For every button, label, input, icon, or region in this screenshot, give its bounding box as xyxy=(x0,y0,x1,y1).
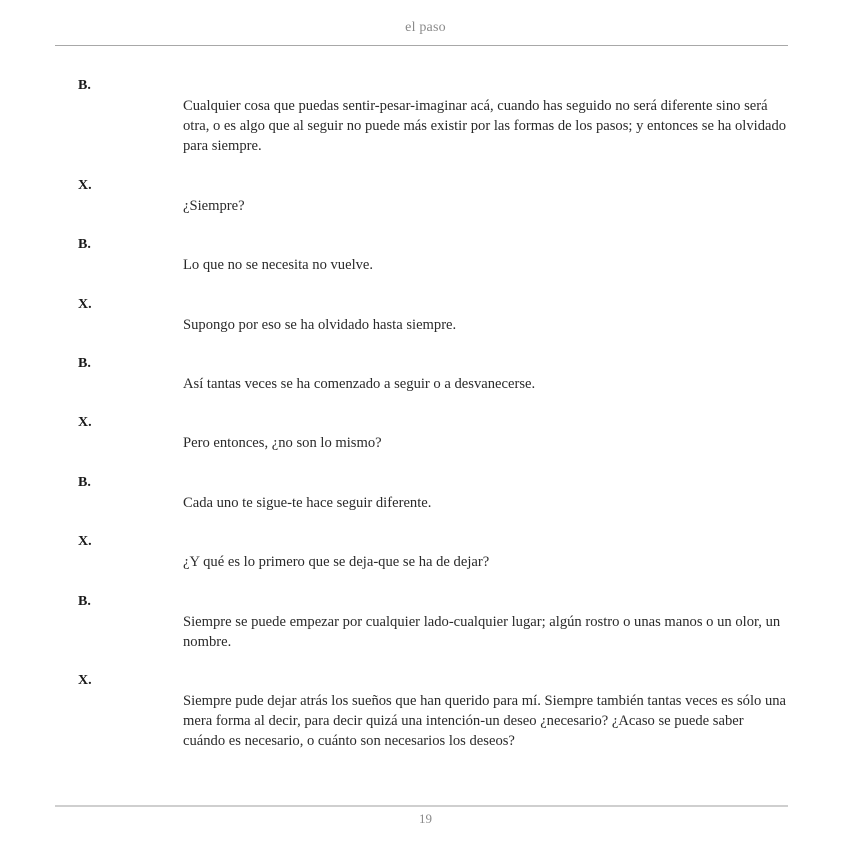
speech-text: Así tantas veces se ha comenzado a seguir o a desvanecerse. xyxy=(183,376,536,392)
speech-text: Pero entonces, ¿no son lo mismo? xyxy=(183,435,382,451)
speaker-label: B. xyxy=(78,594,91,609)
speaker-label: B. xyxy=(78,237,91,252)
speaker-label: X. xyxy=(78,178,92,193)
header-rule xyxy=(55,45,788,46)
speech-text: Siempre pude dejar atrás los sueños que han querido para mí. Siempre también tantas veces es sólo una mera forma al decir, para decir quizá una intención-un deseo ¿necesario? ¿Acaso se puede saber cuándo es necesario, o cuánto son necesarios los deseos? xyxy=(183,693,787,749)
speech-text: ¿Y qué es lo primero que se deja-que se ha de dejar? xyxy=(183,554,490,570)
speaker-label: B. xyxy=(78,356,91,371)
speech-text: Siempre se puede empezar por cualquier lado-cualquier lugar; algún rostro o unas manos o un olor, un nombre. xyxy=(183,614,781,650)
footer-rule xyxy=(55,805,788,807)
speaker-label: B. xyxy=(78,78,91,93)
speech-text: Cualquier cosa que puedas sentir-pesar-imaginar acá, cuando has seguido no será diferente sino será otra, o es algo que al seguir no puede más existir por las formas de los pasos; y entonces se ha olvidado para siempre. xyxy=(183,98,787,154)
speech-text: Cada uno te sigue-te hace seguir diferente. xyxy=(183,495,432,511)
speaker-label: X. xyxy=(78,415,92,430)
page-number: 19 xyxy=(419,811,432,826)
speech-text: Lo que no se necesita no vuelve. xyxy=(183,257,374,273)
speaker-label: X. xyxy=(78,534,92,549)
speaker-label: B. xyxy=(78,475,91,490)
speaker-label: X. xyxy=(78,673,92,688)
speech-text: Supongo por eso se ha olvidado hasta siempre. xyxy=(183,317,457,333)
header-title: el paso xyxy=(405,20,446,35)
speech-text: ¿Siempre? xyxy=(183,198,245,214)
speaker-label: X. xyxy=(78,297,92,312)
